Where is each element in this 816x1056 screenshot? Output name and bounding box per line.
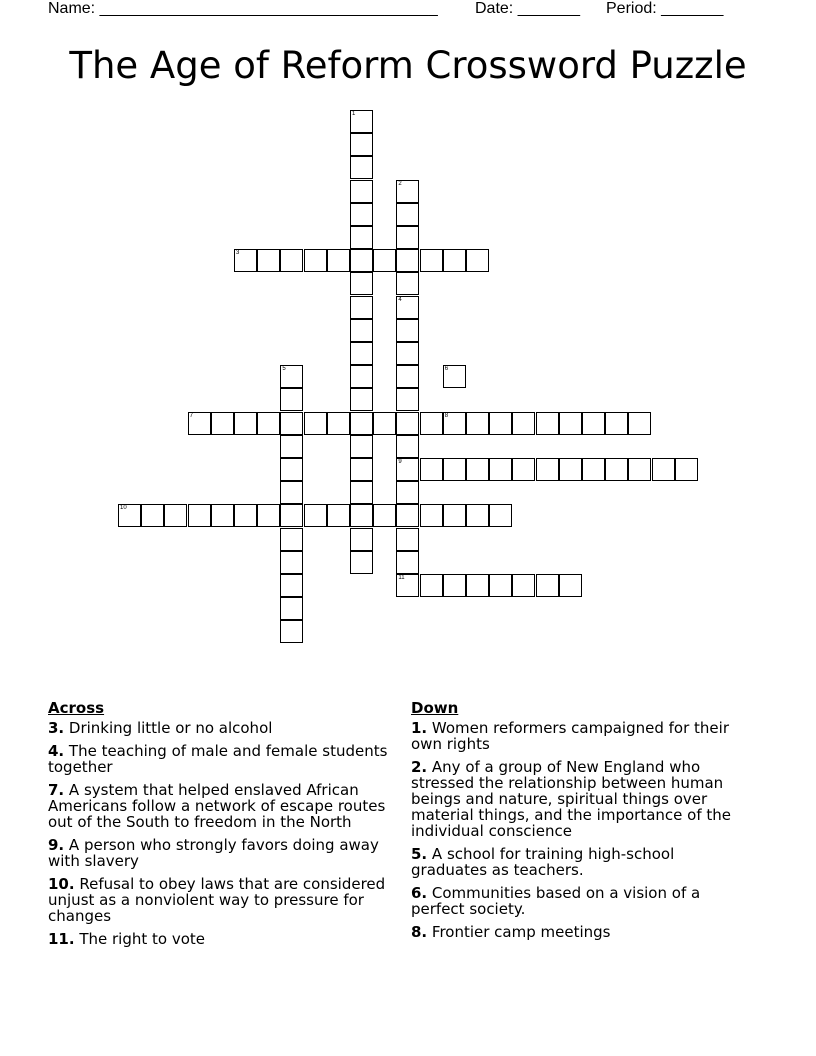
grid-cell[interactable] [373,249,396,272]
grid-cell[interactable] [420,504,443,527]
grid-cell[interactable] [350,133,373,156]
clue-number: 7. [48,781,65,799]
down-clue [411,720,751,752]
grid-cell[interactable] [280,365,303,388]
grid-cell[interactable] [350,203,373,226]
across-clue [48,743,398,775]
grid-cell[interactable] [350,272,373,295]
grid-cell[interactable] [280,388,303,411]
name-field[interactable]: Name: ______________________________________ [48,0,438,17]
grid-cell[interactable] [350,296,373,319]
grid-cell[interactable] [443,458,466,481]
grid-cell[interactable] [466,574,489,597]
clue-text: A system that helped enslaved African Americans follow a network of escape routes out of the South to freedom in the North [48,781,386,831]
clue-number: 4 [398,296,402,303]
clue-number: 2. [411,758,428,776]
grid-cell[interactable] [489,458,512,481]
grid-cell[interactable] [559,458,582,481]
grid-cell[interactable] [396,388,419,411]
grid-cell[interactable] [234,249,257,272]
clue-text: Any of a group of New England who stressed the relationship between human beings and nature, spiritual things over material things, and the importance of the individual conscience [411,758,731,840]
grid-cell[interactable] [396,435,419,458]
grid-cell[interactable] [280,574,303,597]
grid-cell[interactable] [396,203,419,226]
date-field[interactable]: Date: _______ [475,0,580,17]
clue-number: 1 [352,111,356,117]
grid-cell[interactable] [675,458,698,481]
down-clues [411,700,751,947]
grid-cell[interactable] [396,249,419,272]
grid-cell[interactable] [280,458,303,481]
grid-cell[interactable] [443,412,466,435]
grid-cell[interactable] [350,110,373,133]
grid-cell[interactable] [536,412,559,435]
grid-cell[interactable] [257,249,280,272]
grid-cell[interactable] [536,574,559,597]
grid-cell[interactable] [466,458,489,481]
grid-cell[interactable] [350,180,373,203]
grid-cell[interactable] [396,528,419,551]
grid-cell[interactable] [280,412,303,435]
grid-cell[interactable] [582,412,605,435]
clue-number: 5. [411,845,428,863]
grid-cell[interactable] [211,412,234,435]
grid-cell[interactable] [188,412,211,435]
grid-cell[interactable] [420,249,443,272]
grid-cell[interactable] [396,504,419,527]
clue-number: 2 [398,180,402,187]
grid-cell[interactable] [234,504,257,527]
clue-number: 9. [48,836,65,854]
grid-cell[interactable] [280,435,303,458]
grid-cell[interactable] [512,412,535,435]
grid-cell[interactable] [304,412,327,435]
down-clue [411,885,751,917]
grid-cell[interactable] [396,365,419,388]
grid-cell[interactable] [350,412,373,435]
page-title: The Age of Reform Crossword Puzzle [69,44,747,87]
clue-number: 10 [120,505,127,512]
across-clues [48,700,398,954]
grid-cell[interactable] [582,458,605,481]
clue-text: Women reformers campaigned for their own rights [411,719,729,753]
grid-cell[interactable] [280,528,303,551]
clue-number: 9 [398,459,402,465]
grid-cell[interactable] [396,319,419,342]
grid-cell[interactable] [280,551,303,574]
clue-number: 6 [444,366,449,373]
clue-number: 4. [48,742,65,760]
grid-cell[interactable] [280,620,303,643]
grid-cell[interactable] [628,458,651,481]
clue-number: 7 [189,412,193,419]
clue-number: 11. [48,930,75,948]
down-clue [411,924,751,940]
grid-cell[interactable] [280,597,303,620]
grid-cell[interactable] [443,574,466,597]
grid-cell[interactable] [396,481,419,504]
grid-cell[interactable] [559,412,582,435]
grid-cell[interactable] [396,412,419,435]
clue-text: A school for training high-school graduates as teachers. [411,845,675,879]
grid-cell[interactable] [118,504,141,527]
grid-cell[interactable] [350,528,373,551]
grid-cell[interactable] [350,249,373,272]
grid-cell[interactable] [350,481,373,504]
clue-text: Drinking little or no alcohol [64,719,273,737]
grid-cell[interactable] [466,504,489,527]
grid-cell[interactable] [489,412,512,435]
grid-cell[interactable] [188,504,211,527]
grid-cell[interactable] [466,249,489,272]
across-clue [48,876,398,924]
grid-cell[interactable] [234,412,257,435]
period-field[interactable]: Period: _______ [606,0,724,17]
clue-text: The right to vote [74,930,206,948]
down-clue [411,846,751,878]
grid-cell[interactable] [211,504,234,527]
clue-text: A person who strongly favors doing away with slavery [48,836,379,870]
grid-cell[interactable] [350,365,373,388]
grid-cell[interactable] [396,272,419,295]
grid-cell[interactable] [280,249,303,272]
clue-text: Communities based on a vision of a perfect society. [411,884,701,918]
across-clue [48,720,398,736]
grid-cell[interactable] [350,156,373,179]
grid-cell[interactable] [257,504,280,527]
grid-cell[interactable] [350,504,373,527]
clue-number: 3 [236,250,240,257]
grid-cell[interactable] [257,412,280,435]
grid-cell[interactable] [628,412,651,435]
grid-cell[interactable] [443,365,466,388]
clue-number: 8 [444,412,449,419]
grid-cell[interactable] [466,412,489,435]
grid-cell[interactable] [605,458,628,481]
grid-cell[interactable] [327,412,350,435]
clue-text: Refusal to obey laws that are considered unjust as a nonviolent way to pressure for changes [48,875,386,925]
grid-cell[interactable] [605,412,628,435]
grid-cell[interactable] [350,226,373,249]
grid-cell[interactable] [396,342,419,365]
grid-cell[interactable] [420,574,443,597]
grid-cell[interactable] [350,551,373,574]
grid-cell[interactable] [489,504,512,527]
grid-cell[interactable] [559,574,582,597]
grid-cell[interactable] [327,249,350,272]
grid-cell[interactable] [350,435,373,458]
grid-cell[interactable] [512,458,535,481]
clue-number: 1. [411,719,428,737]
clue-text: The teaching of male and female students together [48,742,388,776]
grid-cell[interactable] [396,458,419,481]
grid-cell[interactable] [396,226,419,249]
grid-cell[interactable] [350,388,373,411]
grid-cell[interactable] [350,458,373,481]
across-clue [48,837,398,869]
down-clue [411,759,751,839]
grid-cell[interactable] [350,319,373,342]
grid-cell[interactable] [280,504,303,527]
down-heading: Down [411,699,459,717]
across-heading: Across [48,699,105,717]
grid-cell[interactable] [141,504,164,527]
clue-number: 6. [411,884,428,902]
grid-cell[interactable] [304,504,327,527]
across-clue [48,931,398,947]
grid-cell[interactable] [373,412,396,435]
grid-cell[interactable] [652,458,675,481]
clue-number: 11 [398,575,405,581]
grid-cell[interactable] [443,249,466,272]
grid-cell[interactable] [164,504,187,527]
clue-number: 5 [282,366,286,373]
grid-cell[interactable] [396,574,419,597]
clue-number: 8. [411,923,428,941]
grid-cell[interactable] [304,249,327,272]
grid-cell[interactable] [443,504,466,527]
clue-number: 3. [48,719,65,737]
grid-cell[interactable] [512,574,535,597]
grid-cell[interactable] [489,574,512,597]
grid-cell[interactable] [536,458,559,481]
grid-cell[interactable] [396,551,419,574]
grid-cell[interactable] [420,458,443,481]
clue-text: Frontier camp meetings [427,923,611,941]
grid-cell[interactable] [373,504,396,527]
grid-cell[interactable] [396,296,419,319]
grid-cell[interactable] [327,504,350,527]
across-clue [48,782,398,830]
grid-cell[interactable] [280,481,303,504]
grid-cell[interactable] [396,180,419,203]
grid-cell[interactable] [350,342,373,365]
grid-cell[interactable] [420,412,443,435]
clue-number: 10. [48,875,75,893]
